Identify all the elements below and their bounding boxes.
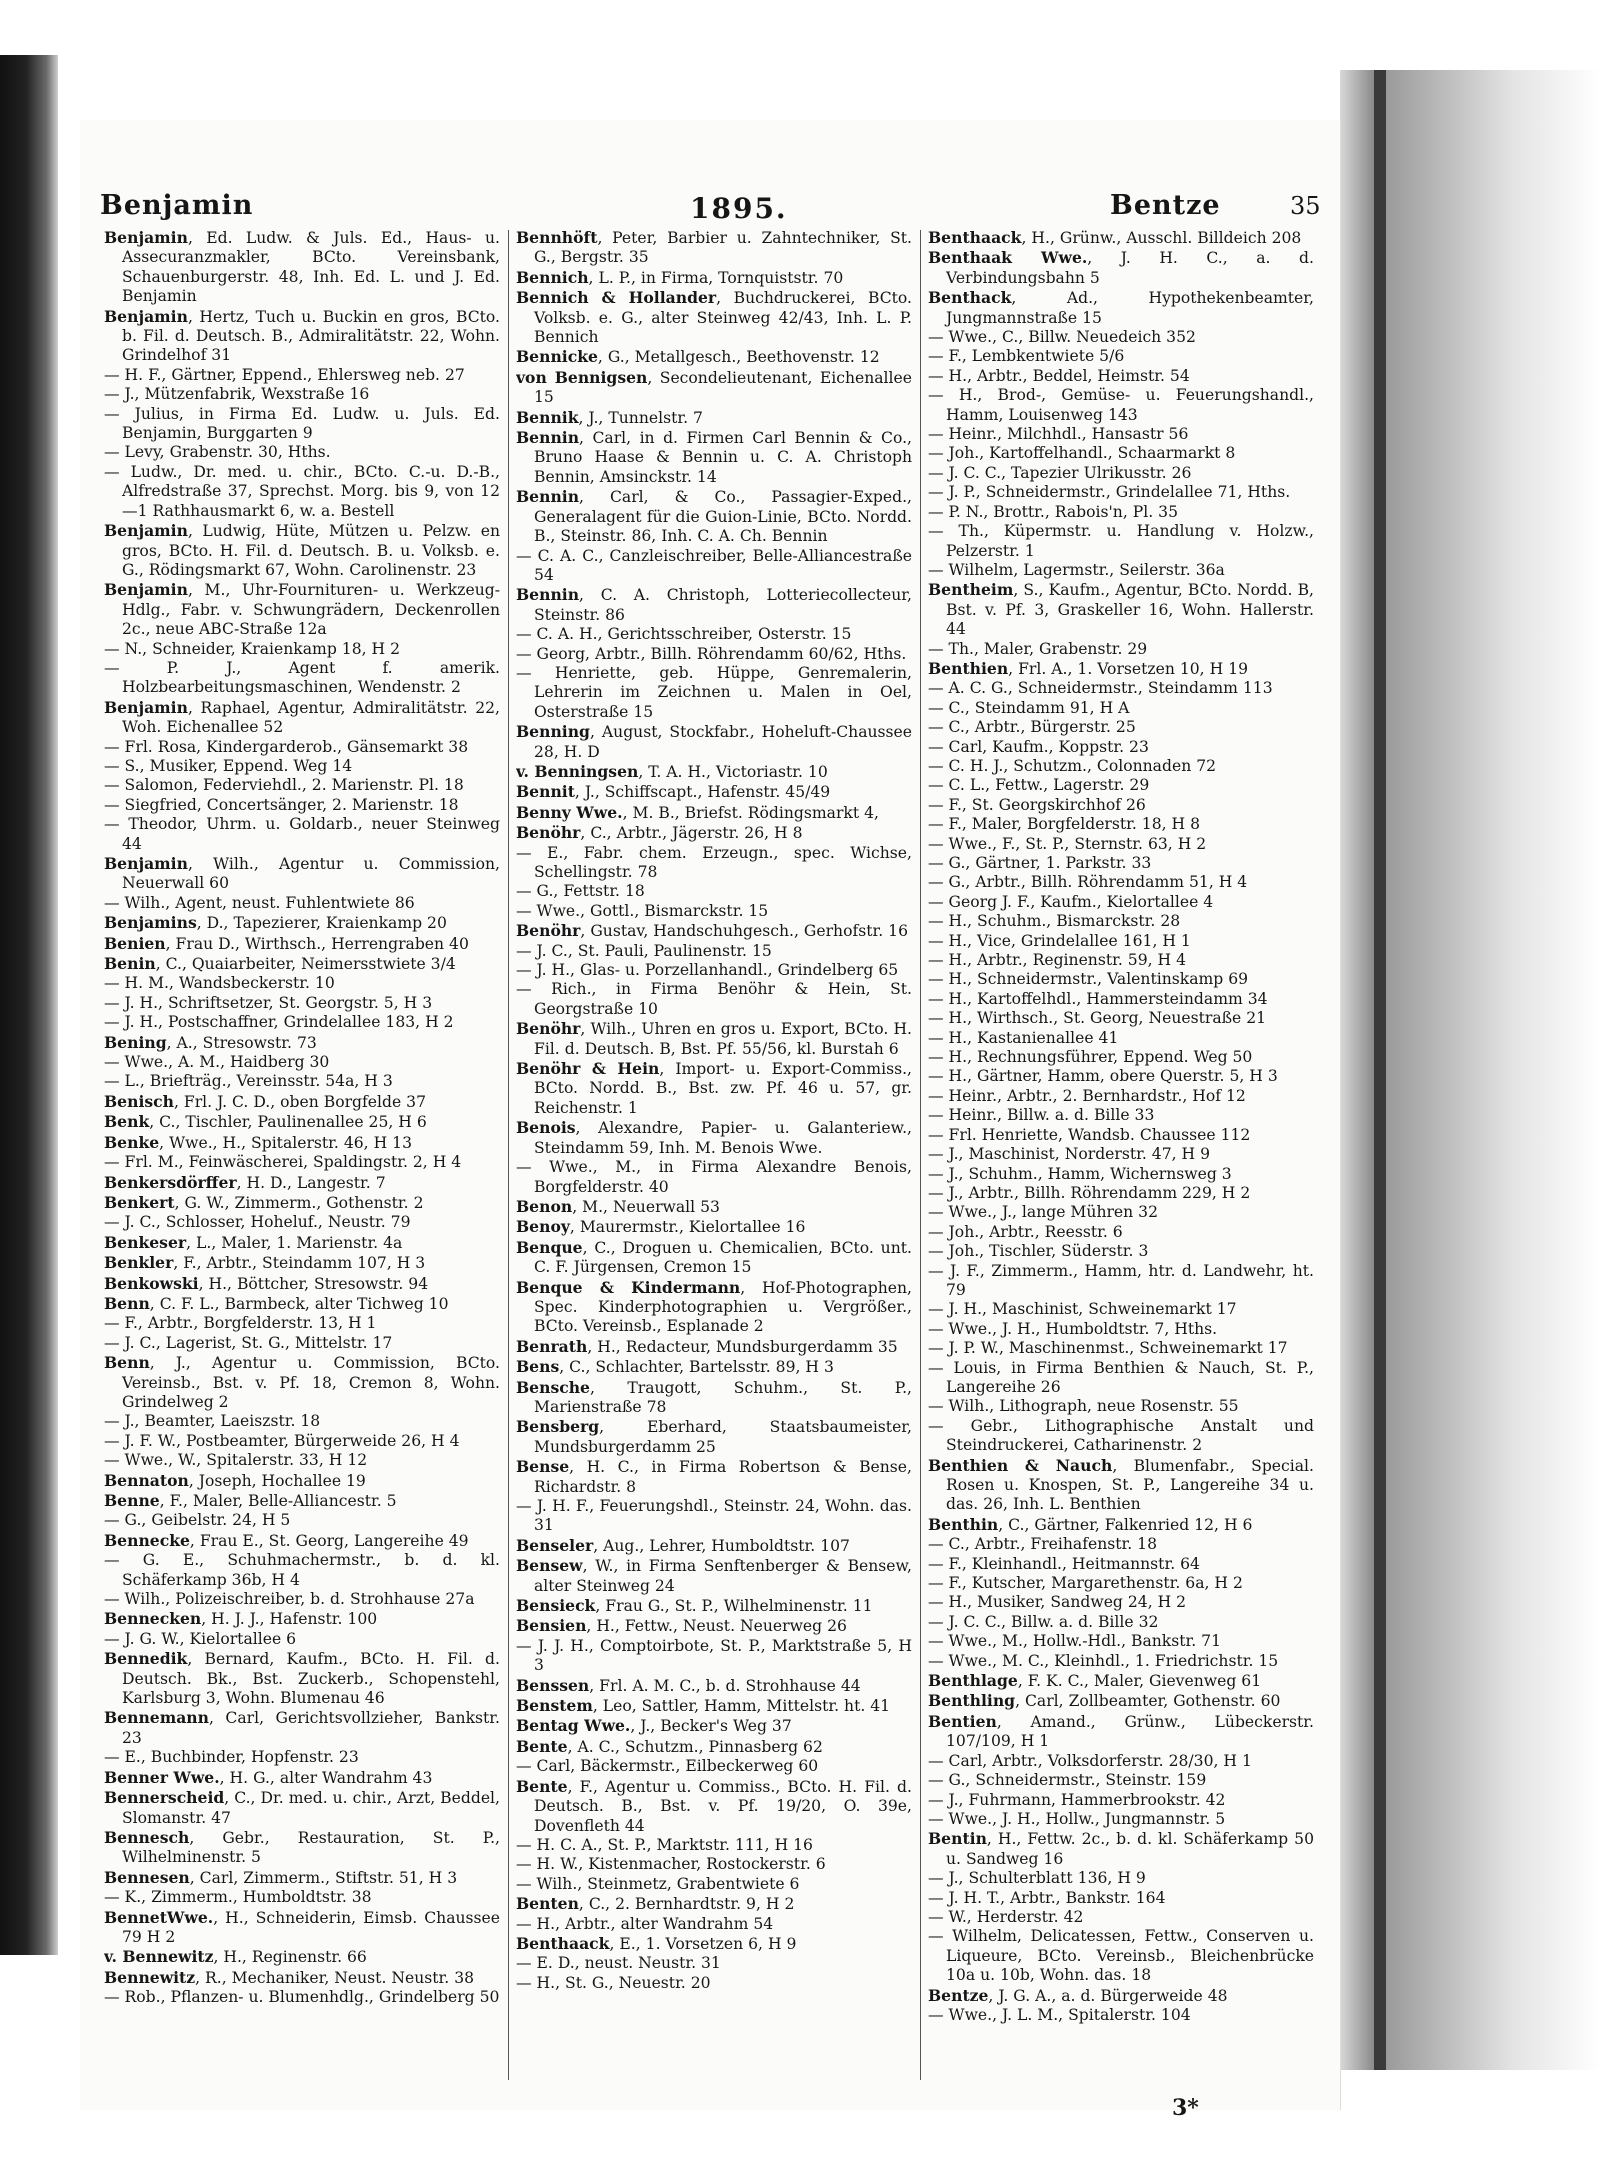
directory-entry: — J. H. T., Arbtr., Bankstr. 164 (928, 1888, 1166, 1907)
directory-entry: — Joh., Arbtr., Reesstr. 6 (928, 1222, 1123, 1241)
directory-entry: Bennin, Carl, & Co., Passagier-Exped., Generalagent für die Guion-Linie, BCto. Nordd. B., Steinstr. 86, Inh. C. A. Ch. Bennin (516, 487, 912, 546)
directory-entry: — J. F. W., Postbeamter, Bürgerweide 26, H 4 (104, 1431, 460, 1450)
header-year: 1895. (690, 192, 788, 225)
directory-entry: — S., Musiker, Eppend. Weg 14 (104, 756, 353, 775)
page-edge-shadow (1340, 70, 1600, 2070)
directory-entry: Benn, J., Agentur u. Commission, BCto. Vereinsb., Bst. v. Pf. 18, Cremon 8, Wohn. Grindelweg 2 (104, 1353, 500, 1411)
directory-entry: Benstem, Leo, Sattler, Hamm, Mittelstr. ht. 41 (516, 1696, 891, 1716)
directory-entry: — Heinr., Milchhdl., Hansastr 56 (928, 425, 1189, 444)
directory-entry: Benthin, C., Gärtner, Falkenried 12, H 6 (928, 1514, 1253, 1534)
directory-entry: Benthaack, H., Grünw., Ausschl. Billdeich 208 (928, 228, 1302, 247)
directory-entry: — Wwe., J., lange Mühren 32 (928, 1203, 1159, 1222)
directory-entry: — H. W., Kistenmacher, Rostockerstr. 6 (516, 1855, 826, 1874)
directory-entry: — Carl, Kaufm., Koppstr. 23 (928, 737, 1149, 756)
directory-entry: — J. C. C., Billw. a. d. Bille 32 (928, 1612, 1159, 1631)
directory-entry: — E., Fabr. chem. Erzeugn., spec. Wichse, Schellingstr. 78 (516, 843, 912, 881)
directory-entry: Bennich, L. P., in Firma, Tornquiststr. 70 (516, 267, 844, 287)
directory-entry: Bensieck, Frau G., St. P., Wilhelminenstr. 11 (516, 1596, 873, 1616)
directory-entry: Bentheim, S., Kaufm., Agentur, BCto. Nordd. B, Bst. v. Pf. 3, Graskeller 16, Wohn. Hallerstr. 44 (928, 580, 1314, 639)
directory-entry: Benthaack, E., 1. Vorsetzen 6, H 9 (516, 1933, 797, 1953)
directory-entry: Bennin, Carl, in d. Firmen Carl Bennin & Co., Bruno Haase & Bennin u. C. A. Christoph Bennin, Amsinckstr. 14 (516, 428, 912, 486)
directory-entry: Benner Wwe., H. G., alter Wandrahm 43 (104, 1767, 433, 1787)
directory-entry: — Levy, Grabenstr. 30, Hths. (104, 443, 331, 462)
directory-entry: — K., Zimmerm., Humboldtstr. 38 (104, 1888, 372, 1907)
directory-column-2 (516, 228, 912, 2098)
directory-entry: Benöhr, Gustav, Handschuhgesch., Gerhofstr. 16 (516, 921, 909, 941)
directory-entry: — J. C., St. Pauli, Paulinenstr. 15 (516, 941, 772, 960)
directory-entry: — Wilh., Lithograph, neue Rosenstr. 55 (928, 1397, 1239, 1416)
directory-entry: Benthien, Frl. A., 1. Vorsetzen 10, H 19 (928, 658, 1248, 678)
directory-entry: — J. J. H., Comptoirbote, St. P., Marktstraße 5, H 3 (516, 1636, 912, 1675)
directory-entry: — Louis, in Firma Benthien & Nauch, St. P., Langereihe 26 (928, 1358, 1314, 1396)
header-right-keyword: Bentze (1110, 190, 1221, 221)
directory-entry: Benjamin, Ludwig, Hüte, Mützen u. Pelzw. en gros, BCto. H. Fil. d. Deutsch. B. u. Volksb. e. G., Rödingsmarkt 67, Wohn. Carolinenstr. 23 (104, 521, 500, 579)
directory-entry: — J. H., Glas- u. Porzellanhandl., Grindelberg 65 (516, 961, 899, 980)
directory-entry: Bennich & Hollander, Buchdruckerei, BCto. Volksb. e. G., alter Steinweg 42/43, Inh. L. P. Bennich (516, 288, 912, 347)
directory-entry: — J. H., Maschinist, Schweinemarkt 17 (928, 1300, 1237, 1319)
directory-entry: — H., Arbtr., Beddel, Heimstr. 54 (928, 366, 1190, 385)
directory-column-3 (928, 228, 1314, 2098)
directory-entry: — Ludw., Dr. med. u. chir., BCto. C.-u. D.-B., Alfredstraße 37, Sprechst. Morg. bis 9, von 12—1 Rathhausmarkt 6, w. a. Bestell (104, 462, 500, 520)
directory-entry: — J. H., Schriftsetzer, St. Georgstr. 5, H 3 (104, 993, 433, 1012)
directory-entry: BennetWwe., H., Schneiderin, Eimsb. Chaussee 79 H 2 (104, 1907, 500, 1946)
directory-entry: Bennit, J., Schiffscapt., Hafenstr. 45/49 (516, 782, 831, 802)
directory-entry: — A. C. G., Schneidermstr., Steindamm 113 (928, 679, 1273, 698)
column-divider (508, 230, 509, 2080)
directory-entry: — C. A. H., Gerichtsschreiber, Osterstr. 15 (516, 625, 852, 644)
directory-entry: — P. J., Agent f. amerik. Holzbearbeitungsmaschinen, Wendenstr. 2 (104, 658, 500, 697)
directory-entry: — Wwe., M., in Firma Alexandre Benois, Borgfelderstr. 40 (516, 1158, 912, 1196)
directory-entry: Benthack, Ad., Hypothekenbeamter, Jungmannstraße 15 (928, 288, 1314, 327)
directory-entry: Bensche, Traugott, Schuhm., St. P., Marienstraße 78 (516, 1377, 912, 1416)
directory-entry: — Wwe., C., Billw. Neuedeich 352 (928, 328, 1196, 347)
directory-entry: — Frl. Henriette, Wandsb. Chaussee 112 (928, 1125, 1251, 1144)
directory-entry: — Wwe., J. L. M., Spitalerstr. 104 (928, 2005, 1191, 2024)
directory-entry: — Rich., in Firma Benöhr & Hein, St. Georgstraße 10 (516, 980, 912, 1018)
directory-entry: Benque, C., Droguen u. Chemicalien, BCto. unt. C. F. Jürgensen, Cremon 15 (516, 1237, 912, 1277)
directory-entry: — C., Steindamm 91, H A (928, 698, 1130, 717)
directory-entry: — Wwe., F., St. P., Sternstr. 63, H 2 (928, 834, 1207, 853)
directory-entry: — Frl. Rosa, Kindergarderob., Gänsemarkt 38 (104, 737, 469, 756)
directory-entry: — Julius, in Firma Ed. Ludw. u. Juls. Ed. Benjamin, Burggarten 9 (104, 404, 500, 443)
directory-entry: — F., Kleinhandl., Heitmannstr. 64 (928, 1554, 1200, 1573)
directory-entry: v. Bennewitz, H., Reginenstr. 66 (104, 1947, 367, 1967)
directory-entry: — H., Musiker, Sandweg 24, H 2 (928, 1593, 1187, 1612)
directory-entry: — C. H. J., Schutzm., Colonnaden 72 (928, 756, 1217, 775)
directory-entry: Bening, A., Stresowstr. 73 (104, 1032, 317, 1052)
directory-entry: Benjamin, Raphael, Agentur, Admiralitätstr. 22, Woh. Eichenallee 52 (104, 697, 500, 737)
directory-entry: — H., Kartoffelhdl., Hammersteindamm 34 (928, 989, 1268, 1008)
directory-entry: — G., Fettstr. 18 (516, 882, 645, 901)
directory-entry: — Joh., Tischler, Süderstr. 3 (928, 1242, 1149, 1261)
directory-entry: Bennecken, H. J. J., Hafenstr. 100 (104, 1609, 378, 1629)
directory-entry: — Th., Maler, Grabenstr. 29 (928, 639, 1148, 658)
directory-entry: Benjamin, Hertz, Tuch u. Buckin en gros, BCto. b. Fil. d. Deutsch. B., Admiralitätstr. 22, Wohn. Grindelhof 31 (104, 306, 500, 365)
directory-entry: Benque & Kindermann, Hof-Photographen, Spec. Kinderphotographien u. Vergrößer., BCto. Vereinsb., Esplanade 2 (516, 1277, 912, 1336)
directory-entry: Benkeser, L., Maler, 1. Marienstr. 4a (104, 1232, 403, 1252)
directory-entry: — C., Arbtr., Freihafenstr. 18 (928, 1535, 1158, 1554)
directory-entry: — H., Brod-, Gemüse- u. Feuerungshandl., Hamm, Louisenweg 143 (928, 386, 1314, 424)
directory-entry: — W., Herderstr. 42 (928, 1907, 1084, 1926)
directory-entry: Benthlage, F. K. C., Maler, Gievenweg 61 (928, 1671, 1262, 1691)
directory-entry: — Georg J. F., Kaufm., Kielortallee 4 (928, 892, 1214, 911)
directory-entry: — H., Vice, Grindelallee 161, H 1 (928, 931, 1191, 950)
directory-entry: Bente, F., Agentur u. Commiss., BCto. H. Fil. d. Deutsch. B., Bst. v. Pf. 19/20, O. 39e, Dovenfleth 44 (516, 1776, 912, 1835)
directory-entry: Bennik, J., Tunnelstr. 7 (516, 407, 703, 427)
directory-entry: Bennhöft, Peter, Barbier u. Zahntechniker, St. G., Bergstr. 35 (516, 228, 912, 267)
directory-entry: — Wwe., J. H., Hollw., Jungmannstr. 5 (928, 1809, 1226, 1828)
directory-entry: — J., Beamter, Laeiszstr. 18 (104, 1412, 321, 1431)
directory-entry: Benjamins, D., Tapezierer, Kraienkamp 20 (104, 913, 447, 933)
directory-entry: — H., Schuhm., Bismarckstr. 28 (928, 912, 1181, 931)
directory-entry: — Wilhelm, Delicatessen, Fettw., Conserven u. Liqueure, BCto. Vereinsb., Bleichenbrücke 10a u. 10b, Wohn. das. 18 (928, 1927, 1314, 1985)
directory-entry: — Gebr., Lithographische Anstalt und Steindruckerei, Catharinenstr. 2 (928, 1416, 1314, 1455)
directory-entry: Bensew, W., in Firma Senftenberger & Bensew, alter Steinweg 24 (516, 1556, 912, 1595)
directory-entry: Bennaton, Joseph, Hochallee 19 (104, 1470, 366, 1490)
directory-entry: — J., Schulterblatt 136, H 9 (928, 1869, 1146, 1888)
directory-entry: — J. C. C., Tapezier Ulrikusstr. 26 (928, 463, 1192, 482)
directory-entry: — Heinr., Arbtr., 2. Bernhardstr., Hof 12 (928, 1086, 1246, 1105)
directory-entry: Bense, H. C., in Firma Robertson & Bense, Richardstr. 8 (516, 1457, 912, 1496)
directory-entry: — H., Arbtr., Reginenstr. 59, H 4 (928, 951, 1187, 970)
directory-entry: — J., Fuhrmann, Hammerbrookstr. 42 (928, 1790, 1226, 1809)
directory-entry: — H. M., Wandsbeckerstr. 10 (104, 974, 335, 993)
directory-entry: Benrath, H., Redacteur, Mundsburgerdamm 35 (516, 1336, 898, 1356)
directory-entry: Bennedik, Bernard, Kaufm., BCto. H. Fil. d. Deutsch. Bk., Bst. Zuckerb., Schopenstehl, Karlsburg 3, Wohn. Blumenau 46 (104, 1649, 500, 1708)
directory-entry: — H., Wirthsch., St. Georg, Neuestraße 21 (928, 1009, 1267, 1028)
directory-entry: — J. G. W., Kielortallee 6 (104, 1629, 297, 1648)
directory-entry: — F., St. Georgskirchhof 26 (928, 795, 1146, 814)
directory-entry: Benkersdörffer, H. D., Langestr. 7 (104, 1172, 386, 1192)
directory-entry: — H., Arbtr., alter Wandrahm 54 (516, 1914, 774, 1933)
directory-entry: Benkert, G. W., Zimmerm., Gothenstr. 2 (104, 1192, 424, 1212)
directory-entry: Benkowski, H., Böttcher, Stresowstr. 94 (104, 1273, 429, 1293)
column-divider (920, 230, 921, 2080)
directory-entry: — J. H. F., Feuerungshdl., Steinstr. 24, Wohn. das. 31 (516, 1497, 912, 1535)
directory-entry: Benjamin, Wilh., Agentur u. Commission, Neuerwall 60 (104, 854, 500, 893)
directory-entry: — Wilh., Steinmetz, Grabentwiete 6 (516, 1874, 800, 1893)
directory-entry: Benjamin, Ed. Ludw. & Juls. Ed., Haus- u. Assecuranzmakler, BCto. Vereinsbank, Schauenburgerstr. 48, Inh. Ed. L. und J. Ed. Benjamin (104, 228, 500, 306)
directory-entry: — Joh., Kartoffelhandl., Schaarmarkt 8 (928, 444, 1236, 463)
directory-entry: Benthaak Wwe., J. H. C., a. d. Verbindungsbahn 5 (928, 248, 1314, 287)
directory-entry: Benseler, Aug., Lehrer, Humboldtstr. 107 (516, 1535, 850, 1555)
directory-entry: — Theodor, Uhrm. u. Goldarb., neuer Steinweg 44 (104, 815, 500, 853)
directory-entry: — J., Mützenfabrik, Wexstraße 16 (104, 385, 370, 404)
directory-entry: — F., Kutscher, Margarethenstr. 6a, H 2 (928, 1574, 1243, 1593)
directory-entry: — J. P., Schneidermstr., Grindelallee 71, Hths. (928, 483, 1291, 502)
directory-entry: — H., Kastanienallee 41 (928, 1028, 1119, 1047)
directory-entry: Bennecke, Frau E., St. Georg, Langereihe 49 (104, 1530, 469, 1550)
directory-entry: — Siegfried, Concertsänger, 2. Marienstr. 18 (104, 795, 459, 814)
book-spine-edge (0, 55, 58, 1955)
directory-entry: — P. N., Brottr., Rabois'n, Pl. 35 (928, 502, 1178, 521)
directory-entry: — E., Buchbinder, Hopfenstr. 23 (104, 1748, 359, 1767)
page-header (100, 190, 1321, 230)
directory-entry: — H., Schneidermstr., Valentinskamp 69 (928, 970, 1249, 989)
directory-entry: — C. A. C., Canzleischreiber, Belle-Alliancestraße 54 (516, 546, 912, 584)
header-left-keyword: Benjamin (100, 190, 254, 221)
directory-entry: Bente, A. C., Schutzm., Pinnasberg 62 (516, 1736, 823, 1756)
directory-entry: — H., Gärtner, Hamm, obere Querstr. 5, H 3 (928, 1067, 1278, 1086)
directory-entry: — C., Arbtr., Bürgerstr. 25 (928, 718, 1136, 737)
directory-entry: — L., Briefträg., Vereinsstr. 54a, H 3 (104, 1072, 393, 1091)
directory-entry: Benssen, Frl. A. M. C., b. d. Strohhause 44 (516, 1675, 861, 1695)
directory-entry: — Wilhelm, Lagermstr., Seilerstr. 36a (928, 560, 1225, 579)
directory-entry: Bentien, Amand., Grünw., Lübeckerstr. 107/109, H 1 (928, 1711, 1314, 1751)
directory-entry: — G. E., Schuhmachermstr., b. d. kl. Schäferkamp 36b, H 4 (104, 1551, 500, 1589)
directory-entry: Benoy, Maurermstr., Kielortallee 16 (516, 1217, 806, 1237)
directory-entry: Benöhr & Hein, Import- u. Export-Commiss., BCto. Nordd. B., Bst. zw. Pf. 46 u. 57, gr. Reichenstr. 1 (516, 1059, 912, 1117)
directory-entry: Benthling, Carl, Zollbeamter, Gothenstr. 60 (928, 1691, 1281, 1711)
directory-entry: Benois, Alexandre, Papier- u. Galanteriew., Steindamm 59, Inh. M. Benois Wwe. (516, 1118, 912, 1157)
directory-entry: — Wwe., A. M., Haidberg 30 (104, 1053, 330, 1072)
directory-entry: — J. F., Zimmerm., Hamm, htr. d. Landwehr, ht. 79 (928, 1261, 1314, 1299)
directory-entry: Benien, Frau D., Wirthsch., Herrengraben 40 (104, 933, 469, 953)
directory-entry: Benny Wwe., M. B., Briefst. Rödingsmarkt 4, (516, 802, 879, 822)
directory-entry: — C. L., Fettw., Lagerstr. 29 (928, 776, 1150, 795)
directory-entry: — J. H., Postschaffner, Grindelallee 183, H 2 (104, 1013, 454, 1032)
directory-entry: — J. C., Schlosser, Hoheluf., Neustr. 79 (104, 1213, 411, 1232)
directory-entry: — Salomon, Federviehdl., 2. Marienstr. Pl. 18 (104, 776, 464, 795)
signature-mark: 3* (1172, 2095, 1199, 2121)
directory-entry: Bensberg, Eberhard, Staatsbaumeister, Mundsburgerdamm 25 (516, 1417, 912, 1456)
directory-entry: — F., Lembkentwiete 5/6 (928, 347, 1125, 366)
directory-entry: — Wwe., J. H., Humboldtstr. 7, Hths. (928, 1319, 1218, 1338)
directory-entry: — Wwe., M. C., Kleinhdl., 1. Friedrichstr. 15 (928, 1651, 1279, 1670)
directory-entry: — Carl, Bäckermstr., Eilbeckerweg 60 (516, 1757, 819, 1776)
directory-entry: Benne, F., Maler, Belle-Alliancestr. 5 (104, 1491, 397, 1510)
directory-entry: — Heinr., Billw. a. d. Bille 33 (928, 1106, 1155, 1125)
directory-entry: Bennin, C. A. Christoph, Lotteriecollecteur, Steinstr. 86 (516, 585, 912, 624)
directory-entry: Bennesen, Carl, Zimmerm., Stiftstr. 51, H 3 (104, 1867, 458, 1887)
directory-entry: von Bennigsen, Secondelieutenant, Eichenallee 15 (516, 367, 912, 407)
directory-entry: Benten, C., 2. Bernhardtstr. 9, H 2 (516, 1894, 795, 1914)
directory-entry: — H. C. A., St. P., Marktstr. 111, H 16 (516, 1835, 813, 1854)
page-number: 35 (1290, 192, 1321, 220)
directory-entry: — G., Geibelstr. 24, H 5 (104, 1511, 291, 1530)
directory-entry: — E. D., neust. Neustr. 31 (516, 1954, 721, 1973)
directory-entry: Bensien, H., Fettw., Neust. Neuerweg 26 (516, 1616, 847, 1636)
directory-entry: — J., Schuhm., Hamm, Wichernsweg 3 (928, 1164, 1232, 1183)
directory-entry: — Carl, Arbtr., Volksdorferstr. 28/30, H 1 (928, 1751, 1252, 1770)
directory-entry: Benin, C., Quaiarbeiter, Neimersstwiete 3/4 (104, 954, 456, 974)
directory-entry: — Wwe., M., Hollw.-Hdl., Bankstr. 71 (928, 1632, 1221, 1651)
directory-entry: Bennerscheid, C., Dr. med. u. chir., Arzt, Beddel, Slomanstr. 47 (104, 1788, 500, 1827)
directory-entry: — N., Schneider, Kraienkamp 18, H 2 (104, 639, 401, 658)
directory-entry: — F., Arbtr., Borgfelderstr. 13, H 1 (104, 1314, 377, 1333)
directory-entry: Bentin, H., Fettw. 2c., b. d. kl. Schäferkamp 50 u. Sandweg 16 (928, 1829, 1314, 1868)
directory-entry: — Georg, Arbtr., Billh. Röhrendamm 60/62, Hths. (516, 644, 907, 663)
directory-entry: Benning, August, Stockfabr., Hoheluft-Chaussee 28, H. D (516, 722, 912, 761)
directory-entry: Bennesch, Gebr., Restauration, St. P., Wilhelminenstr. 5 (104, 1827, 500, 1867)
directory-entry: Benk, C., Tischler, Paulinenallee 25, H 6 (104, 1112, 427, 1132)
directory-entry: — G., Gärtner, 1. Parkstr. 33 (928, 854, 1152, 872)
directory-entry: Bennemann, Carl, Gerichtsvollzieher, Bankstr. 23 (104, 1708, 500, 1747)
directory-entry: v. Benningsen, T. A. H., Victoriastr. 10 (516, 761, 828, 781)
directory-entry: — H. F., Gärtner, Eppend., Ehlersweg neb. 27 (104, 365, 465, 384)
directory-entry: — Th., Küpermstr. u. Handlung v. Holzw., Pelzerstr. 1 (928, 522, 1314, 560)
directory-entry: — Wilh., Agent, neust. Fuhlentwiete 86 (104, 893, 415, 912)
directory-entry: — Wwe., Gottl., Bismarckstr. 15 (516, 901, 769, 920)
directory-entry: — Frl. M., Feinwäscherei, Spaldingstr. 2, H 4 (104, 1153, 462, 1172)
directory-entry: Benöhr, Wilh., Uhren en gros u. Export, BCto. H. Fil. d. Deutsch. B, Bst. Pf. 55/56, kl. Burstah 6 (516, 1019, 912, 1058)
directory-entry: Bennewitz, R., Mechaniker, Neust. Neustr. 38 (104, 1967, 475, 1987)
directory-entry: Bens, C., Schlachter, Bartelsstr. 89, H 3 (516, 1357, 834, 1377)
directory-entry: Benkler, F., Arbtr., Steindamm 107, H 3 (104, 1253, 426, 1273)
directory-entry: — J. C., Lagerist, St. G., Mittelstr. 17 (104, 1333, 393, 1352)
directory-entry: — Wilh., Polizeischreiber, b. d. Strohhause 27a (104, 1590, 475, 1609)
directory-entry: — G., Schneidermstr., Steinstr. 159 (928, 1771, 1207, 1790)
directory-entry: Bentag Wwe., J., Becker's Weg 37 (516, 1716, 792, 1736)
directory-entry: — Wwe., W., Spitalerstr. 33, H 12 (104, 1451, 368, 1470)
directory-entry: Benisch, Frl. J. C. D., oben Borgfelde 37 (104, 1091, 427, 1111)
directory-entry: — J., Arbtr., Billh. Röhrendamm 229, H 2 (928, 1183, 1251, 1202)
directory-entry: Benjamin, M., Uhr-Fournituren- u. Werkzeug-Hdlg., Fabr. v. Schwungrädern, Deckenrollen 2c., neue ABC-Straße 12a (104, 580, 500, 639)
directory-entry: Benon, M., Neuerwall 53 (516, 1196, 720, 1216)
directory-column-1 (104, 228, 500, 2098)
directory-entry: — H., St. G., Neuestr. 20 (516, 1973, 711, 1992)
directory-entry: Benn, C. F. L., Barmbeck, alter Tichweg 10 (104, 1293, 449, 1313)
directory-entry: — J. P. W., Maschinenmst., Schweinemarkt 17 (928, 1339, 1288, 1358)
directory-entry: — G., Arbtr., Billh. Röhrendamm 51, H 4 (928, 873, 1248, 892)
directory-entry: — Rob., Pflanzen- u. Blumenhdlg., Grindelberg 50 (104, 1988, 500, 2007)
directory-entry: — H., Rechnungsführer, Eppend. Weg 50 (928, 1048, 1253, 1067)
directory-entry: Benthien & Nauch, Blumenfabr., Special. Rosen u. Knospen, St. P., Langereihe 34 u. das. 26, Inh. L. Benthien (928, 1455, 1314, 1514)
directory-entry: Benke, Wwe., H., Spitalerstr. 46, H 13 (104, 1132, 412, 1152)
directory-entry: — J., Maschinist, Norderstr. 47, H 9 (928, 1145, 1211, 1164)
directory-entry: — F., Maler, Borgfelderstr. 18, H 8 (928, 815, 1201, 834)
directory-entry: Bentze, J. G. A., a. d. Bürgerweide 48 (928, 1985, 1228, 2005)
directory-entry: Bennicke, G., Metallgesch., Beethovenstr. 12 (516, 347, 880, 367)
directory-entry: Benöhr, C., Arbtr., Jägerstr. 26, H 8 (516, 823, 803, 843)
directory-entry: — Henriette, geb. Hüppe, Genremalerin, Lehrerin im Zeichnen u. Malen in Oel, Osterstraße 15 (516, 663, 912, 721)
